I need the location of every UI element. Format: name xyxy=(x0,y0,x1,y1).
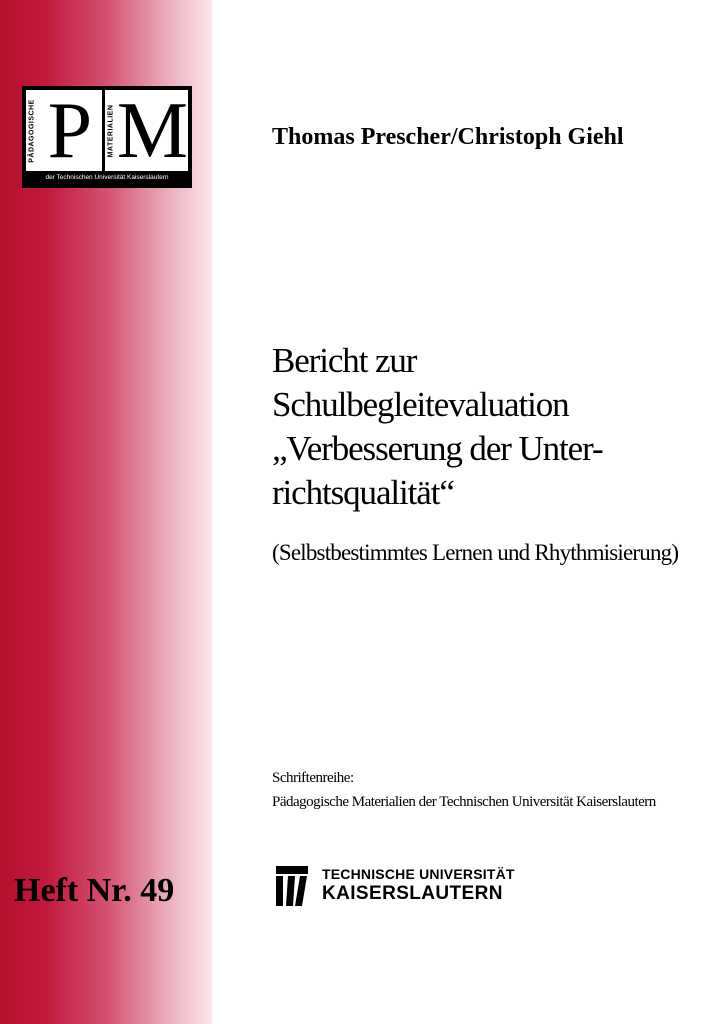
pm-logo-caption: der Technischen Universität Kaiserslautern xyxy=(45,174,169,181)
document-subtitle: (Selbstbestimmtes Lernen und Rhythmisierung) xyxy=(272,540,679,565)
tu-kaiserslautern-logo-icon xyxy=(272,862,312,908)
title-line: Schulbegleitevaluation xyxy=(272,385,569,424)
title-line: „Verbesserung der Unter- xyxy=(272,429,603,468)
tu-logo-line1: TECHNISCHE UNIVERSITÄT xyxy=(322,866,515,882)
pm-logo xyxy=(22,86,192,188)
series-info xyxy=(272,766,656,814)
color-band xyxy=(0,0,212,1024)
issue-number: Heft Nr. 49 xyxy=(14,872,175,909)
authors: Thomas Prescher/Christoph Giehl xyxy=(272,124,624,150)
title-line: richtsqualität“ xyxy=(272,473,454,512)
document-title xyxy=(272,339,712,515)
pm-logo-letter-m: M xyxy=(116,86,188,175)
pm-logo-letter-p: P xyxy=(38,90,102,171)
series-label: Schriftenreihe: xyxy=(272,770,354,786)
pm-logo-side-right-text: MATERIALIEN xyxy=(107,104,115,157)
tu-logo-line2: KAISERSLAUTERN xyxy=(322,883,503,904)
tu-kaiserslautern-logo xyxy=(272,862,515,908)
series-name: Pädagogische Materialien der Technischen Universität Kaiserslautern xyxy=(272,794,656,810)
title-line: Bericht zur xyxy=(272,341,417,380)
pm-logo-side-right xyxy=(105,90,117,171)
pm-logo-side-left-text: PÄDAGOGISCHE xyxy=(28,98,36,163)
pm-logo-side-left xyxy=(26,90,38,171)
